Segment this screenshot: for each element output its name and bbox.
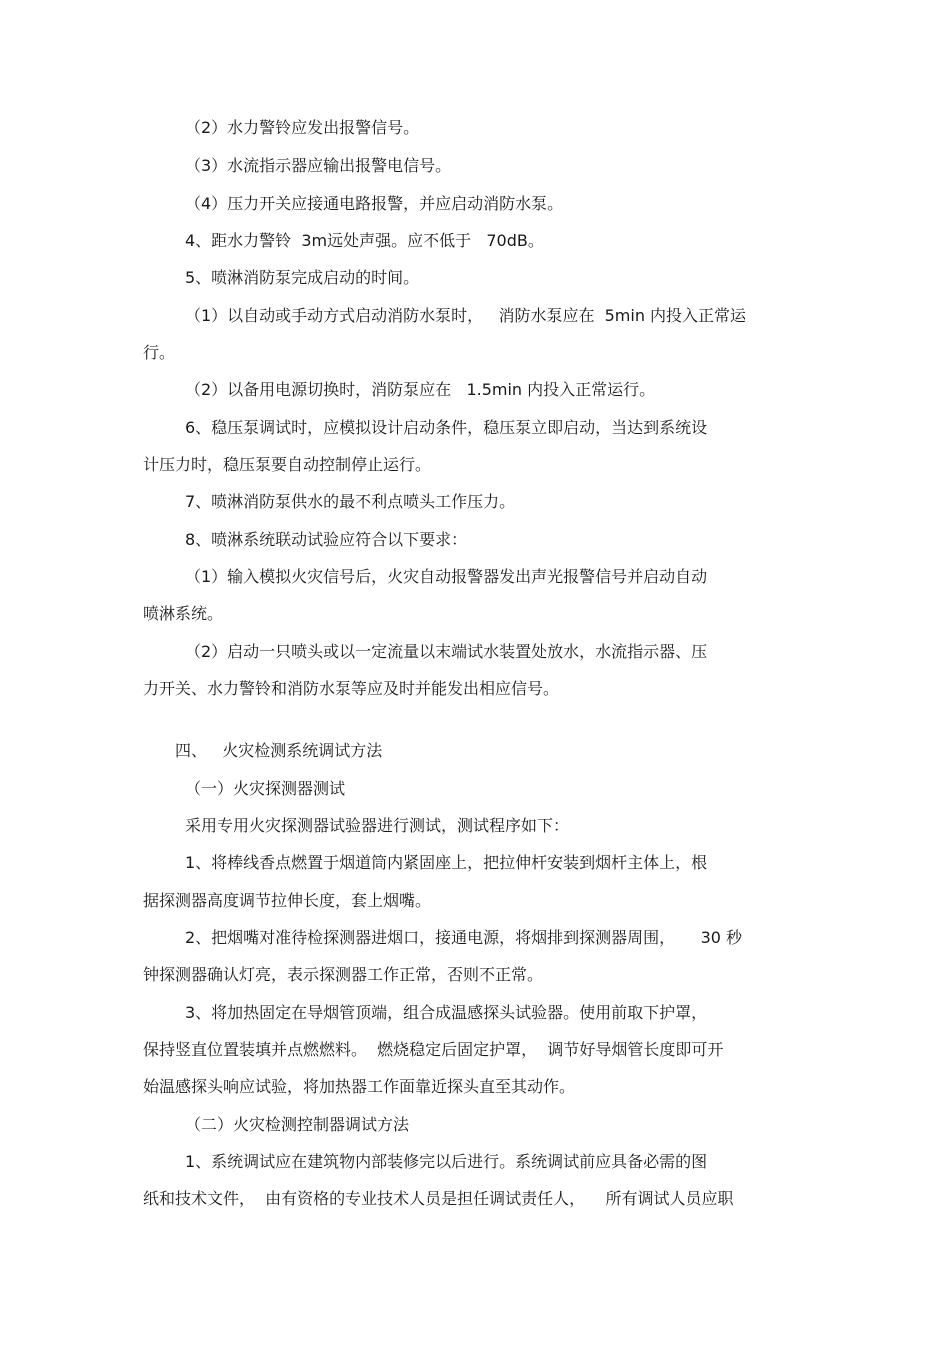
- text-line: 喷淋系统。: [143, 604, 224, 623]
- text-line: 钟探测器确认灯亮，表示探测器工作正常，否则不正常。: [143, 965, 544, 984]
- text-line: （2）以备用电源切换时，消防泵应在 1.5min 内投入正常运行。: [185, 380, 656, 399]
- text-line: 5、喷淋消防泵完成启动的时间。: [185, 268, 420, 287]
- text-line: 纸和技术文件， 由有资格的专业技术人员是担任调试责任人， 所有调试人员应职: [143, 1189, 734, 1208]
- text-line: 力开关、水力警铃和消防水泵等应及时并能发出相应信号。: [143, 679, 560, 698]
- text-line: 8、喷淋系统联动试验应符合以下要求：: [185, 530, 468, 549]
- text-line: （3）水流指示器应输出报警电信号。: [185, 156, 452, 175]
- text-line: 3、将加热固定在导烟管顶端，组合成温感探头试验器。使用前取下护罩，: [185, 1003, 708, 1022]
- subsection-heading: （二）火灾检测控制器调试方法: [185, 1115, 410, 1134]
- section-heading: 四、 火灾检测系统调试方法: [175, 741, 383, 760]
- text-line: （2）启动一只喷头或以一定流量以末端试水装置处放水，水流指示器、压: [185, 642, 708, 661]
- text-line: 始温感探头响应试验，将加热器工作面靠近探头直至其动作。: [143, 1077, 576, 1096]
- text-line: 1、系统调试应在建筑物内部装修完以后进行。系统调试前应具备必需的图: [185, 1152, 708, 1171]
- text-line: 采用专用火灾探测器试验器进行测试，测试程序如下：: [185, 816, 570, 835]
- text-line: （1）以自动或手动方式启动消防水泵时， 消防水泵应在 5min 内投入正常运: [185, 306, 747, 325]
- subsection-heading: （一）火灾探测器测试: [185, 779, 346, 798]
- text-line: 4、距水力警铃 3m远处声强。应不低于 70dB。: [185, 231, 544, 250]
- text-line: （4）压力开关应接通电路报警，并应启动消防水泵。: [185, 194, 564, 213]
- text-line: （2）水力警铃应发出报警信号。: [185, 118, 420, 137]
- text-line: 据探测器高度调节拉伸长度，套上烟嘴。: [143, 891, 432, 910]
- text-line: 7、喷淋消防泵供水的最不利点喷头工作压力。: [185, 492, 516, 511]
- text-line: 保持竖直位置装填并点燃燃料。 燃烧稳定后固定护罩， 调节好导烟管长度即可开: [143, 1040, 724, 1059]
- text-line: （1）输入模拟火灾信号后，火灾自动报警器发出声光报警信号并启动自动: [185, 567, 708, 586]
- text-line: 6、稳压泵调试时，应模拟设计启动条件，稳压泵立即启动，当达到系统设: [185, 418, 708, 437]
- text-line: 计压力时，稳压泵要自动控制停止运行。: [143, 455, 432, 474]
- text-line: 1、将棒线香点燃置于烟道筒内紧固座上，把拉伸杆安装到烟杆主体上，根: [185, 853, 708, 872]
- text-line: 2、把烟嘴对准待检探测器进烟口，接通电源，将烟排到探测器周围， 30 秒: [185, 928, 743, 947]
- text-line: 行。: [143, 343, 176, 362]
